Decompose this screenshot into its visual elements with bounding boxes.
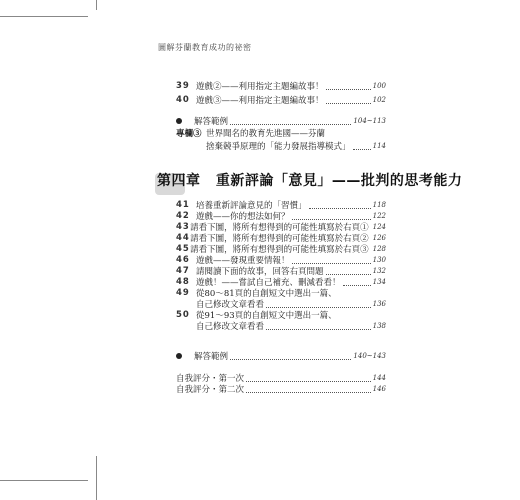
dot-leader <box>266 322 371 330</box>
item-title: 請看下圖，將所有想得到的可能性填寫於右頁① <box>190 223 369 233</box>
item-title: 遊戲——你的想法如何？ <box>196 212 290 222</box>
item-title: 遊戲③——利用指定主題編故事！ <box>196 96 324 106</box>
dot-leader <box>266 300 371 308</box>
item-page: 134 <box>372 278 386 286</box>
item-title-line2: 自己修改文章看看 <box>196 322 265 332</box>
item-title: 培養重新評論意見的「習慣」 <box>196 201 307 211</box>
item-number: 46 <box>176 255 190 265</box>
dot-leader <box>353 142 371 150</box>
dot-leader <box>343 278 371 286</box>
dot-leader <box>292 256 371 264</box>
answer-title: 解答範例 <box>194 352 229 362</box>
toc-item[interactable] <box>176 94 386 106</box>
item-title-line2: 自己修改文章看看 <box>196 300 265 310</box>
toc-column-cont[interactable] <box>206 140 386 152</box>
toc-answer[interactable] <box>176 350 386 362</box>
dot-leader <box>246 374 371 382</box>
self-eval-page: 146 <box>372 385 386 393</box>
column-label: 專欄③ <box>176 129 202 139</box>
item-page: 132 <box>372 267 386 275</box>
chapter-number: 第四章 <box>157 173 201 189</box>
item-title: 請看下圖，將所有想得到的可能性填寫於右頁② <box>190 234 369 244</box>
chapter-title: 重新評論「意見」——批判的思考能力 <box>215 173 463 189</box>
bullet-icon <box>176 353 182 359</box>
bullet-icon <box>176 118 182 124</box>
crop-mark <box>96 0 97 10</box>
crop-mark <box>0 480 88 481</box>
item-page: 124 <box>372 223 386 231</box>
item-number: 44 <box>176 233 190 243</box>
item-number: 49 <box>176 288 190 298</box>
item-number: 45 <box>176 244 190 254</box>
dot-leader <box>230 352 351 360</box>
item-number: 39 <box>176 81 190 91</box>
answer-page: 140~143 <box>353 352 386 360</box>
dot-leader <box>292 212 371 220</box>
item-title: 請看下圖，將所有想得到的可能性填寫於右頁③ <box>190 245 369 255</box>
dot-leader <box>326 82 371 90</box>
chapter-heading[interactable] <box>157 170 462 190</box>
item-title: 遊戲②——利用指定主題編故事！ <box>196 82 324 92</box>
toc-item-cont[interactable] <box>196 320 386 332</box>
item-title: 遊戲！——嘗試自己補充、刪減看看！ <box>196 278 341 288</box>
self-eval-title: 自我評分・第一次 <box>176 374 245 384</box>
toc-item[interactable] <box>176 80 386 92</box>
item-title-line1: 從91～93頁的自創短文中選出一篇、 <box>196 311 337 321</box>
item-title-line1: 從80～81頁的自創短文中選出一篇、 <box>196 289 337 299</box>
item-page: 128 <box>372 245 386 253</box>
answer-page: 104~113 <box>353 117 386 125</box>
item-number: 41 <box>176 200 190 210</box>
self-eval-page: 144 <box>372 374 386 382</box>
item-title: 遊戲——發現重要情報！ <box>196 256 290 266</box>
toc-answer[interactable] <box>176 115 386 127</box>
column-page: 114 <box>372 142 386 150</box>
item-number: 50 <box>176 310 190 320</box>
running-header: 圖解芬蘭教育成功的祕密 <box>158 43 252 52</box>
item-page: 136 <box>372 300 386 308</box>
item-number: 47 <box>176 266 190 276</box>
column-line2: 捨棄競爭原理的「能力發展指導模式」 <box>206 142 351 152</box>
self-eval-title: 自我評分・第二次 <box>176 385 245 395</box>
item-number: 43 <box>176 222 190 232</box>
item-page: 138 <box>372 322 386 330</box>
dot-leader <box>246 385 371 393</box>
crop-mark <box>96 456 97 500</box>
answer-title: 解答範例 <box>194 117 229 127</box>
item-page: 118 <box>372 201 386 209</box>
item-number: 42 <box>176 211 190 221</box>
item-page: 126 <box>372 234 386 242</box>
dot-leader <box>230 117 351 125</box>
item-title: 請閱讀下面的故事，回答右頁問題 <box>196 267 324 277</box>
crop-mark <box>0 16 88 17</box>
item-page: 102 <box>372 96 386 104</box>
column-line1: 世界聞名的教育先進國——芬蘭 <box>206 129 326 139</box>
item-number: 48 <box>176 277 190 287</box>
dot-leader <box>326 96 371 104</box>
toc-self-eval[interactable] <box>176 383 386 395</box>
item-page: 122 <box>372 212 386 220</box>
item-number: 40 <box>176 95 190 105</box>
item-page: 100 <box>372 82 386 90</box>
dot-leader <box>326 267 371 275</box>
dot-leader <box>309 201 371 209</box>
toc-column[interactable] <box>176 127 386 139</box>
item-page: 130 <box>372 256 386 264</box>
